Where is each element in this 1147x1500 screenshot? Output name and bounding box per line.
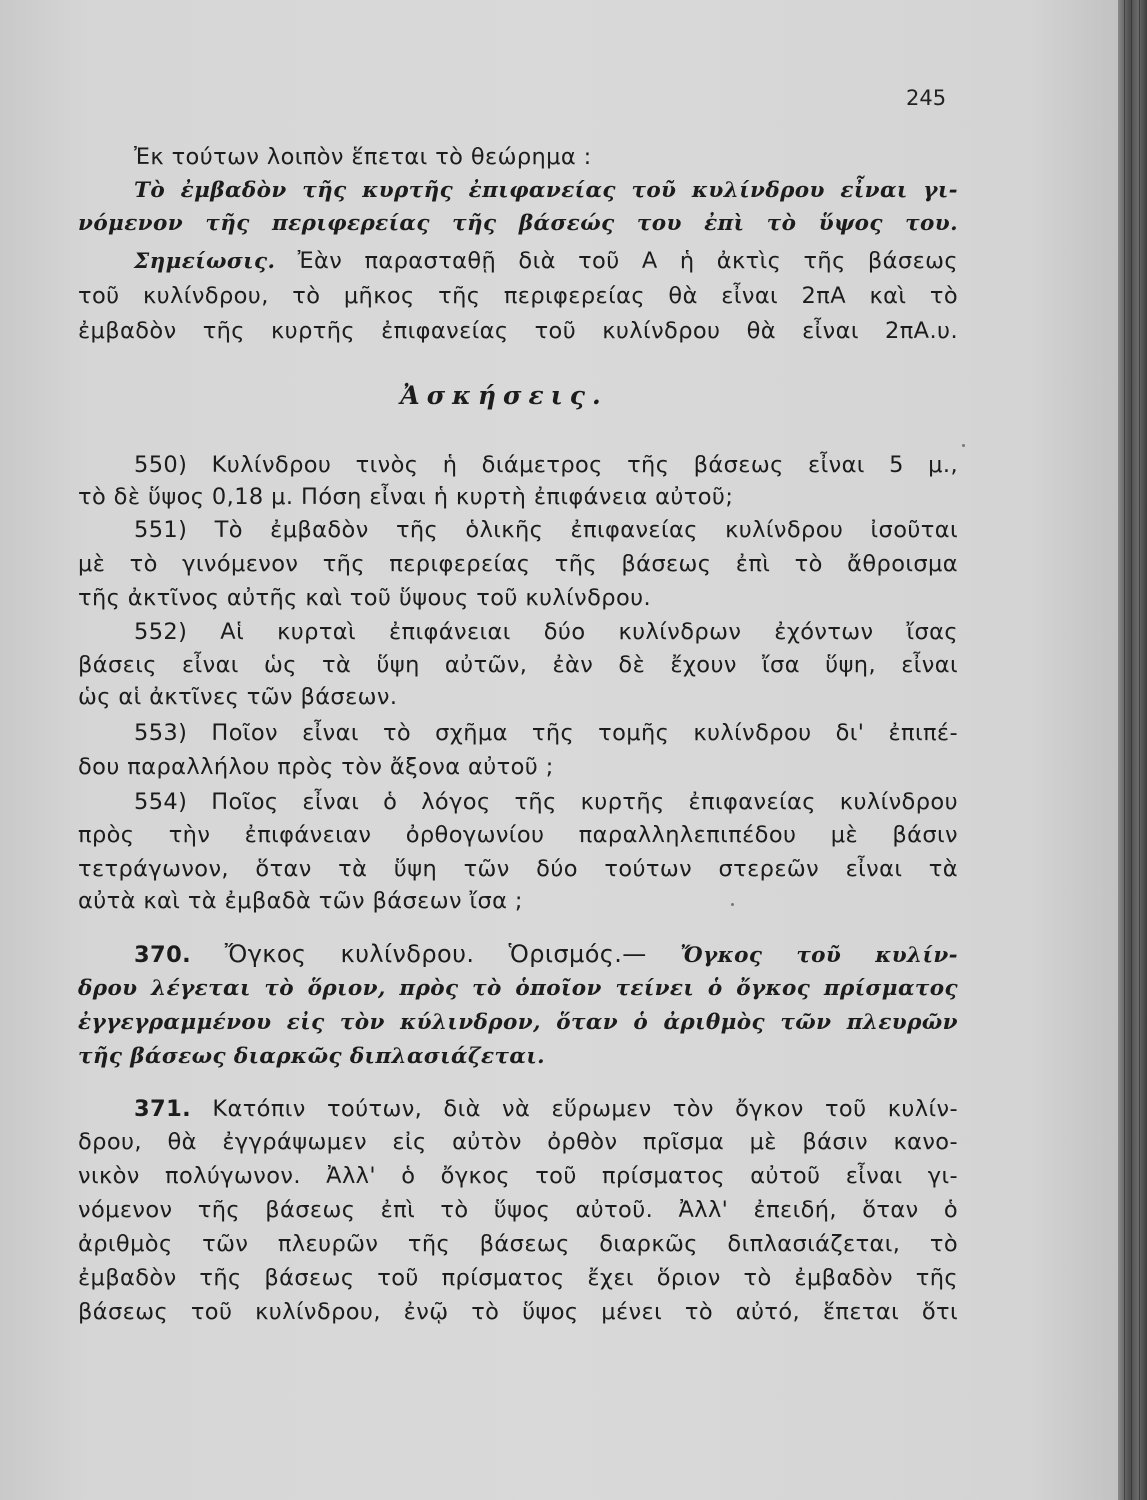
section-371-number: 371. (134, 1096, 192, 1122)
section-371-line-7: βάσεως τοῦ κυλίνδρου, ἐνῷ τὸ ὕψος μένει τὸ αὐτό, ἕπεται ὅτι (78, 1299, 958, 1325)
note-line-2: τοῦ κυλίνδρου, τὸ μῆκος τῆς περιφερείας θὰ εἶναι 2πΑ καὶ τὸ (78, 283, 958, 309)
section-371-line-6: ἐμβαδὸν τῆς βάσεως τοῦ πρίσματος ἔχει ὅριον τὸ ἐμβαδὸν τῆς (78, 1265, 958, 1291)
note-label: Σημείωσις. (134, 249, 276, 274)
section-370-title: Ὄγκος κυλίνδρου. Ὁρισμός.— (224, 940, 647, 968)
section-371-line-2: δρου, θὰ ἐγγράψωμεν εἰς αὐτὸν ὀρθὸν πρῖσμα μὲ βάσιν κανο- (78, 1129, 958, 1155)
exercise-552-line-1: 552) Αἱ κυρταὶ ἐπιφάνειαι δύο κυλίνδρων ἐχόντων ἴσας (134, 619, 958, 645)
book-page-edge (1118, 0, 1147, 1500)
exercise-551-line-2: μὲ τὸ γινόμενον τῆς περιφερείας τῆς βάσεως ἐπὶ τὸ ἄθροισμα (78, 551, 958, 577)
page-number: 245 (906, 86, 947, 110)
section-370-line-1 (78, 942, 958, 967)
exercise-554-line-2: πρὸς τὴν ἐπιφάνειαν ὀρθογωνίου παραλληλεπιπέδου μὲ βάσιν (78, 822, 958, 848)
section-370-line-2: δρου λέγεται τὸ ὅριον, πρὸς τὸ ὁποῖον τείνει ὁ ὄγκος πρίσματος (78, 976, 958, 1001)
section-370-line-4: τῆς βάσεως διαρκῶς διπλασιάζεται. (78, 1044, 546, 1069)
paper-speck (731, 903, 734, 906)
exercise-551-line-1: 551) Τὸ ἐμβαδὸν τῆς ὁλικῆς ἐπιφανείας κυλίνδρου ἰσοῦται (134, 517, 958, 543)
page-edge-line (1131, 0, 1132, 1500)
exercise-552-line-3: ὡς αἱ ἀκτῖνες τῶν βάσεων. (78, 684, 398, 710)
exercise-551-line-3: τῆς ἀκτῖνος αὐτῆς καὶ τοῦ ὕψους τοῦ κυλίνδρου. (78, 585, 652, 611)
page-edge-line (1139, 0, 1140, 1500)
exercise-553-line-1: 553) Ποῖον εἶναι τὸ σχῆμα τῆς τομῆς κυλίνδρου δι' ἐπιπέ- (134, 720, 958, 746)
section-370-number: 370. (134, 942, 192, 968)
section-371-line-5: ἀριθμὸς τῶν πλευρῶν τῆς βάσεως διαρκῶς διπλασιάζεται, τὸ (78, 1231, 958, 1257)
exercise-554-line-3: τετράγωνον, ὅταν τὰ ὕψη τῶν δύο τούτων στερεῶν εἶναι τὰ (78, 856, 958, 882)
note-line-1 (78, 250, 958, 273)
section-371-line-4: νόμενον τῆς βάσεως ἐπὶ τὸ ὕψος αὐτοῦ. Ἀλλ' ἐπειδή, ὅταν ὁ (78, 1197, 958, 1223)
section-370-definition-start: Ὄγκος τοῦ κυλίν- (680, 943, 958, 968)
exercises-heading: Ἀσκήσεις. (400, 381, 608, 410)
theorem-line-2: νόμενον τῆς περιφερείας τῆς βάσεώς του ἐπὶ τὸ ὕψος του. (78, 211, 958, 236)
paper-speck (962, 444, 965, 447)
exercise-553-line-2: δου παραλλήλου πρὸς τὸν ἄξονα αὐτοῦ ; (78, 754, 554, 780)
exercise-554-line-4: αὐτὰ καὶ τὰ ἐμβαδὰ τῶν βάσεων ἴσα ; (78, 888, 523, 914)
exercise-550-line-2: τὸ δὲ ὕψος 0,18 μ. Πόση εἶναι ἡ κυρτὴ ἐπιφάνεια αὐτοῦ; (78, 484, 734, 510)
section-371-line-3: νικὸν πολύγωνον. Ἀλλ' ὁ ὄγκος τοῦ πρίσματος αὐτοῦ εἶναι γι- (78, 1163, 958, 1189)
note-line-3: ἐμβαδὸν τῆς κυρτῆς ἐπιφανείας τοῦ κυλίνδρου θὰ εἶναι 2πΑ.υ. (78, 318, 958, 344)
section-371-text-1: Κατόπιν τούτων, διὰ νὰ εὕρωμεν τὸν ὄγκον τοῦ κυλίν- (212, 1096, 958, 1122)
exercise-554-line-1: 554) Ποῖος εἶναι ὁ λόγος τῆς κυρτῆς ἐπιφανείας κυλίνδρου (134, 789, 958, 815)
exercise-550-line-1: 550) Κυλίνδρου τινὸς ἡ διάμετρος τῆς βάσεως εἶναι 5 μ., (134, 452, 958, 478)
section-370-line-3: ἐγγεγραμμένου εἰς τὸν κύλινδρον, ὅταν ὁ ἀριθμὸς τῶν πλευρῶν (78, 1010, 958, 1035)
section-371-line-1 (78, 1098, 958, 1121)
theorem-line-1: Τὸ ἐμβαδὸν τῆς κυρτῆς ἐπιφανείας τοῦ κυλίνδρου εἶναι γι- (134, 178, 958, 203)
page-edge-line (1124, 0, 1125, 1500)
exercise-552-line-2: βάσεις εἶναι ὡς τὰ ὕψη αὐτῶν, ἐὰν δὲ ἔχουν ἴσα ὕψη, εἶναι (78, 652, 958, 678)
note-text-1: Ἐὰν παρασταθῇ διὰ τοῦ Α ἡ ἀκτὶς τῆς βάσεως (297, 248, 958, 274)
theorem-intro: Ἐκ τούτων λοιπὸν ἕπεται τὸ θεώρημα : (134, 144, 592, 170)
